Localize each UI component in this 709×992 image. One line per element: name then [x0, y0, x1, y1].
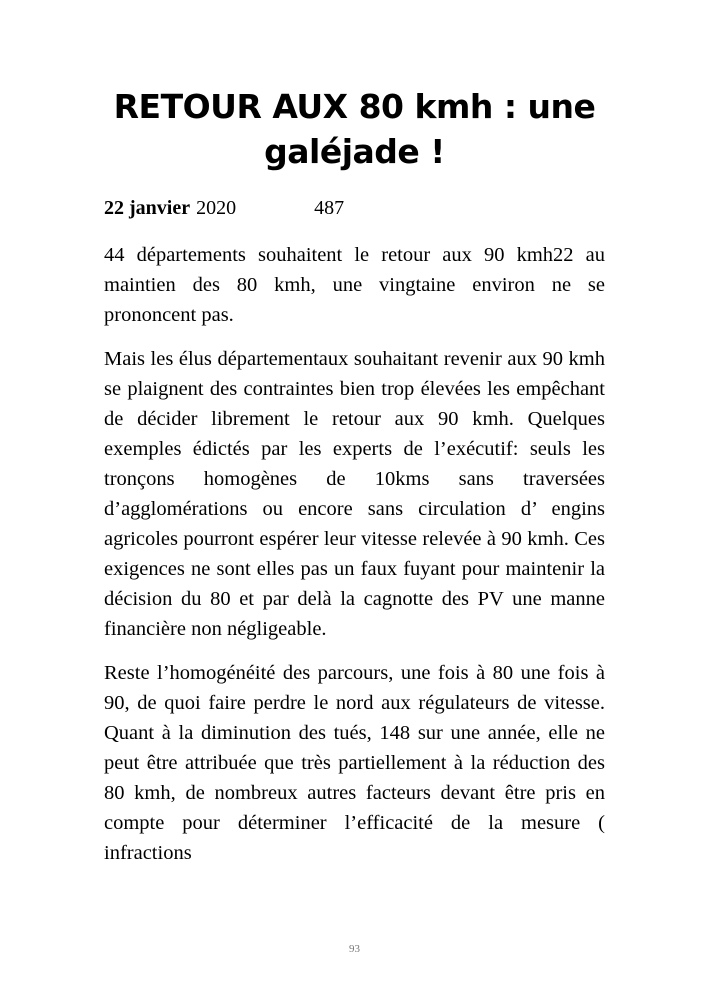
view-count: 487 — [314, 197, 345, 219]
article-meta — [104, 197, 344, 220]
paragraph: 44 départements souhaitent le retour aux 90 kmh22 au maintien des 80 kmh, une vingtaine environ ne se prononcent pas. — [104, 244, 605, 326]
article-body — [104, 240, 605, 882]
paragraph: Mais les élus départementaux souhaitant revenir aux 90 kmh se plaignent des contraintes bien trop élevées les empêchant de décider librement le retour aux 90 kmh. Quelques exemples édictés par les experts de l’exécutif: seuls les tronçons homogènes de 10kms sans traversées d’agglomérations ou encore sans circulation d’ engins agricoles pourront espérer leur vitesse relevée à 90 kmh. Ces exigences ne sont elles pas un faux fuyant pour maintenir la décision du 80 et par delà la cagnotte des PV une manne financière non négligeable. — [104, 348, 605, 640]
date-year: 2020 — [196, 197, 237, 219]
paragraph: Reste l’homogénéité des parcours, une fois à 80 une fois à 90, de quoi faire perdre le nord aux régulateurs de vitesse. Quant à la diminution des tués, 148 sur une année, elle ne peut être attribuée que très partiellement à la réduction des 80 kmh, de nombreux autres facteurs devant être pris en compte pour déterminer l’efficacité de la mesure ( infractions — [104, 662, 605, 864]
page-title: RETOUR AUX 80 kmh : une galéjade ! — [113, 87, 596, 171]
page-number: 93 — [349, 943, 360, 955]
date-day: 22 janvier — [104, 197, 191, 219]
